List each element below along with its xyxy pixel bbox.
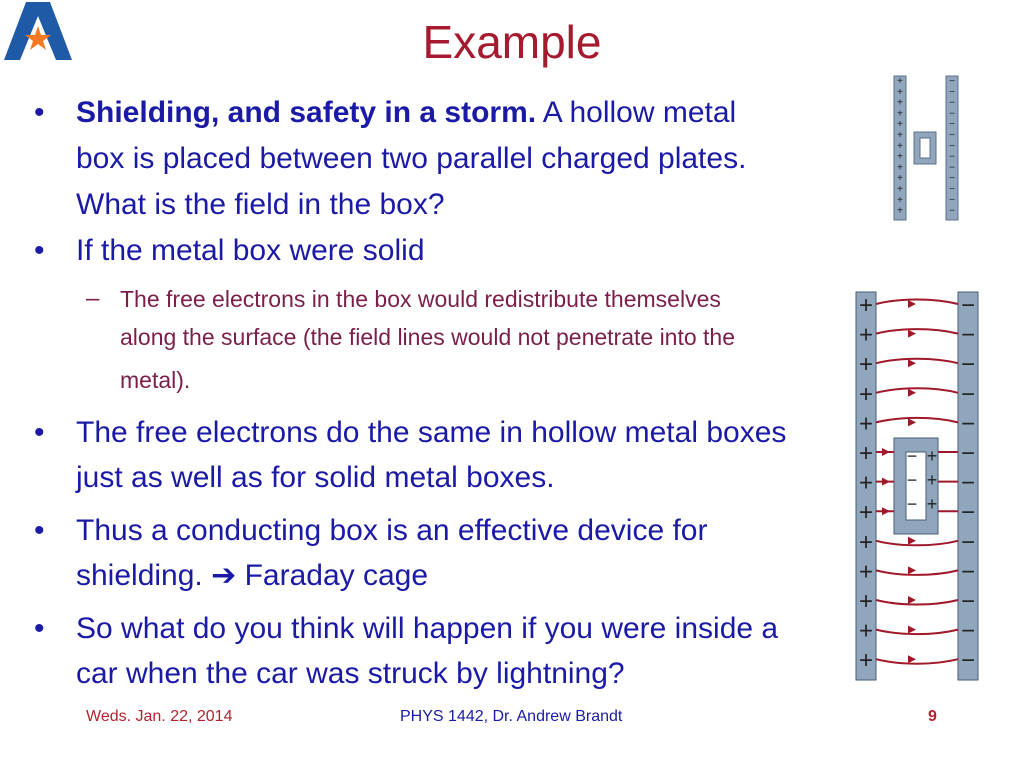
plus-sign: + xyxy=(926,446,938,466)
minus-sign: − xyxy=(960,292,976,319)
plus-sign: + xyxy=(926,494,938,514)
field-arrow xyxy=(908,537,916,545)
bullet-marker: • xyxy=(34,96,45,129)
arrow-icon: ➔ xyxy=(211,558,237,593)
field-arrow xyxy=(908,330,916,338)
minus-sign: − xyxy=(960,558,976,586)
plus-sign: + xyxy=(858,380,874,408)
field-arrow xyxy=(908,626,916,634)
sub-bullet-line2: along the surface (the field lines would not penetrate into the xyxy=(120,324,736,350)
plus-sign: + xyxy=(897,162,903,174)
field-line xyxy=(876,541,958,546)
field-arrow xyxy=(908,300,916,308)
hollow-box-interior xyxy=(920,138,930,158)
plus-sign: + xyxy=(858,647,874,675)
field-line xyxy=(876,659,958,664)
sub-bullet-marker: – xyxy=(86,285,100,312)
minus-sign: − xyxy=(906,446,918,466)
plus-sign: + xyxy=(897,173,903,185)
footer-course: PHYS 1442, Dr. Andrew Brandt xyxy=(400,708,623,725)
bullet-lightning-line1: So what do you think will happen if you were inside a xyxy=(76,612,779,645)
minus-sign: − xyxy=(960,499,976,527)
minus-sign: − xyxy=(960,647,976,675)
field-arrow xyxy=(908,418,916,426)
minus-sign: − xyxy=(949,130,955,141)
minus-sign: − xyxy=(949,119,955,131)
field-arrow xyxy=(908,566,916,574)
minus-sign: − xyxy=(949,162,955,174)
plus-sign: + xyxy=(858,440,874,467)
plus-sign: + xyxy=(897,86,903,98)
plus-sign: + xyxy=(858,588,874,615)
plus-sign: + xyxy=(858,321,874,349)
bullet-marker: • xyxy=(34,416,45,449)
plus-sign: + xyxy=(897,184,903,195)
plus-sign: + xyxy=(897,194,903,206)
bullet-marker: • xyxy=(34,612,45,645)
field-line xyxy=(876,359,958,364)
plus-sign: + xyxy=(897,140,903,152)
plus-sign: + xyxy=(897,119,903,131)
sub-bullet-line3: metal). xyxy=(120,367,191,393)
field-line xyxy=(876,388,958,393)
minus-sign: − xyxy=(906,494,918,514)
plus-sign: + xyxy=(897,76,903,87)
field-arrow xyxy=(882,448,890,456)
field-line xyxy=(876,418,958,423)
bullet-lightning-line2: car when the car was struck by lightning? xyxy=(76,657,625,690)
minus-sign: − xyxy=(949,151,955,163)
field-line xyxy=(876,630,958,635)
plus-sign: + xyxy=(858,410,874,438)
bullet-shielding-line1 xyxy=(76,90,736,136)
bullet-text: Faraday cage xyxy=(236,559,429,592)
field-arrow xyxy=(882,507,890,515)
minus-sign: − xyxy=(949,86,955,98)
plus-sign: + xyxy=(897,151,903,163)
field-arrow xyxy=(882,478,890,486)
plus-sign: + xyxy=(897,108,903,120)
bullet-lead: Shielding, and safety in a storm. xyxy=(76,96,537,129)
plus-sign: + xyxy=(897,205,903,217)
bullet-rest: A hollow metal xyxy=(536,96,737,129)
minus-sign: − xyxy=(960,410,976,438)
minus-sign: − xyxy=(960,321,976,349)
bullet-hollow-line1: The free electrons do the same in hollow metal boxes xyxy=(76,416,787,449)
plus-sign: + xyxy=(926,470,938,490)
minus-sign: − xyxy=(949,76,955,87)
minus-sign: − xyxy=(949,108,955,120)
minus-sign: − xyxy=(949,184,955,195)
plus-sign: + xyxy=(897,97,903,109)
minus-sign: − xyxy=(960,380,976,408)
bullet-shielding-line3: What is the field in the box? xyxy=(76,188,445,221)
plus-sign: + xyxy=(897,130,903,141)
minus-sign: − xyxy=(949,140,955,152)
minus-sign: − xyxy=(949,205,955,217)
minus-sign: − xyxy=(960,528,976,556)
bullet-conducting-line2 xyxy=(76,553,428,599)
field-line xyxy=(876,329,958,334)
bullet-hollow-line2: just as well as for solid metal boxes. xyxy=(76,461,555,494)
footer-date: Weds. Jan. 22, 2014 xyxy=(86,708,233,725)
minus-sign: − xyxy=(906,470,918,490)
field-line xyxy=(876,600,958,605)
plus-sign: + xyxy=(858,469,874,497)
minus-sign: − xyxy=(960,440,976,467)
bullet-solid-box: If the metal box were solid xyxy=(76,234,425,267)
plus-sign: + xyxy=(858,292,874,319)
minus-sign: − xyxy=(960,351,976,379)
plus-sign: + xyxy=(858,499,874,527)
bullet-shielding-line2: box is placed between two parallel charged plates. xyxy=(76,142,747,175)
plus-sign: + xyxy=(858,351,874,379)
bullet-marker: • xyxy=(34,234,45,267)
bullet-text: shielding. xyxy=(76,559,212,592)
page-title: Example xyxy=(422,16,602,68)
field-arrow xyxy=(908,655,916,663)
minus-sign: − xyxy=(949,97,955,109)
field-arrow xyxy=(908,359,916,367)
plus-sign: + xyxy=(858,528,874,556)
bullet-marker: • xyxy=(34,514,45,547)
field-lines-diagram xyxy=(850,290,990,682)
plus-sign: + xyxy=(858,558,874,586)
minus-sign: − xyxy=(960,617,976,645)
plates-box-diagram-small xyxy=(890,75,960,221)
plus-sign: + xyxy=(858,617,874,645)
minus-sign: − xyxy=(960,469,976,497)
field-line xyxy=(876,300,958,305)
field-line xyxy=(876,570,958,575)
page-number: 9 xyxy=(928,708,937,725)
minus-sign: − xyxy=(949,194,955,206)
bullet-conducting-line1: Thus a conducting box is an effective device for xyxy=(76,514,708,547)
sub-bullet-line1: The free electrons in the box would redistribute themselves xyxy=(120,286,721,312)
field-arrow xyxy=(908,596,916,604)
minus-sign: − xyxy=(960,588,976,615)
minus-sign: − xyxy=(949,173,955,185)
field-arrow xyxy=(908,389,916,397)
